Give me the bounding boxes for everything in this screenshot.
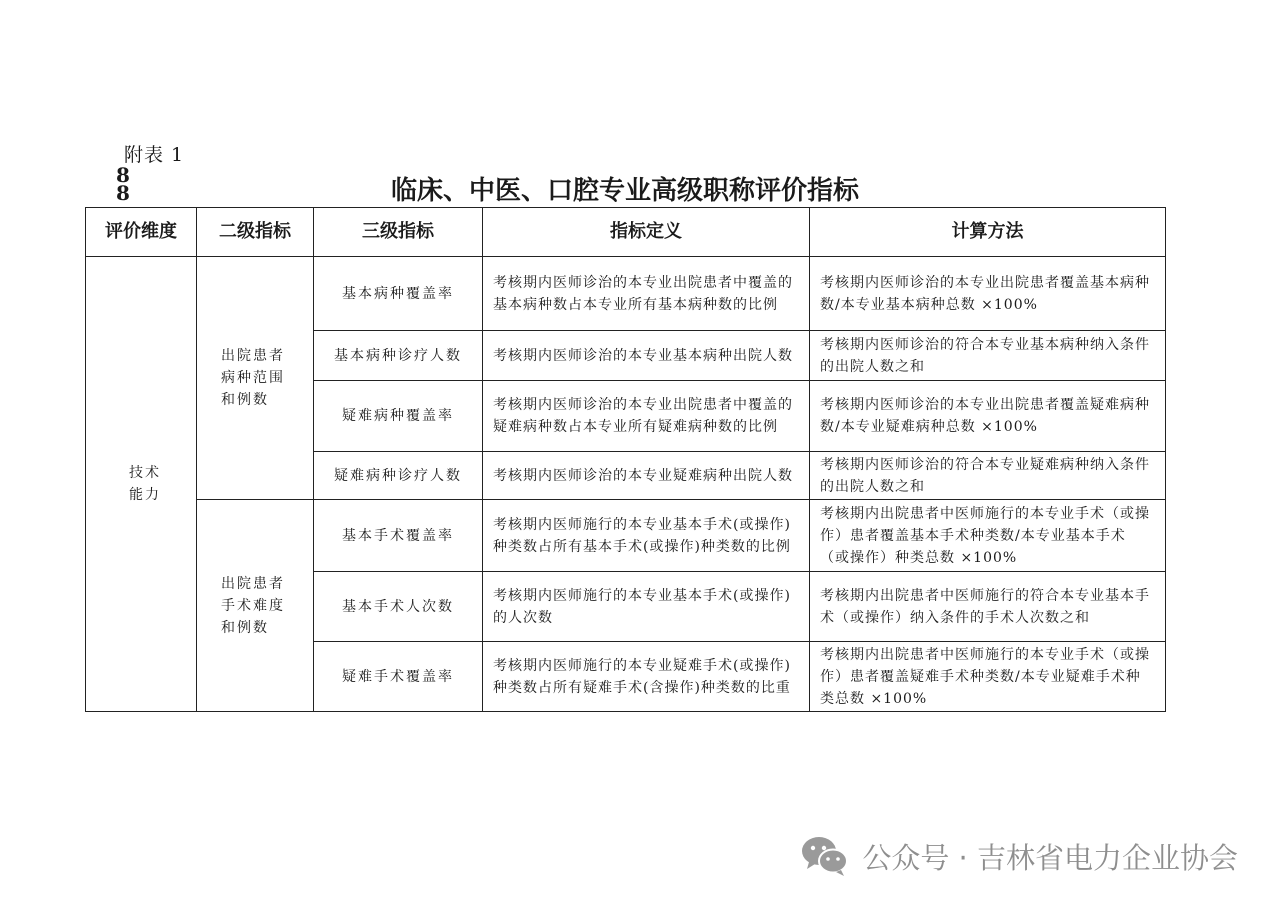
definition-cell: 考核期内医师施行的本专业基本手术(或操作)种类数占所有基本手术(或操作)种类数的比例 bbox=[483, 500, 810, 572]
indicator-cell: 疑难病种诊疗人数 bbox=[314, 452, 483, 500]
indicator-cell: 基本病种覆盖率 bbox=[314, 257, 483, 331]
method-cell: 考核期内医师诊治的符合本专业基本病种纳入条件的出院人数之和 bbox=[810, 331, 1166, 381]
indicator-cell: 疑难手术覆盖率 bbox=[314, 642, 483, 712]
definition-cell: 考核期内医师施行的本专业基本手术(或操作)的人次数 bbox=[483, 572, 810, 642]
header-dimension: 评价维度 bbox=[86, 208, 197, 257]
table-row bbox=[86, 500, 1166, 572]
definition-cell: 考核期内医师诊治的本专业出院患者中覆盖的基本病种数占本专业所有基本病种数的比例 bbox=[483, 257, 810, 331]
indicator-cell: 疑难病种覆盖率 bbox=[314, 381, 483, 452]
dimension-cell: 技术 能力 bbox=[86, 257, 197, 712]
method-cell: 考核期内医师诊治的本专业出院患者覆盖基本病种数/本专业基本病种总数 ×100% bbox=[810, 257, 1166, 331]
method-cell: 考核期内医师诊治的本专业出院患者覆盖疑难病种数/本专业疑难病种总数 ×100% bbox=[810, 381, 1166, 452]
table-row bbox=[86, 257, 1166, 331]
header-method: 计算方法 bbox=[810, 208, 1166, 257]
method-cell: 考核期内出院患者中医师施行的符合本专业基本手术（或操作）纳入条件的手术人次数之和 bbox=[810, 572, 1166, 642]
group-label-cell: 出院患者 手术难度 和例数 bbox=[197, 500, 314, 712]
wechat-icon bbox=[800, 834, 850, 878]
definition-cell: 考核期内医师诊治的本专业出院患者中覆盖的疑难病种数占本专业所有疑难病种数的比例 bbox=[483, 381, 810, 452]
group-label-cell: 出院患者 病种范围 和例数 bbox=[197, 257, 314, 500]
watermark-text: 公众号 · 吉林省电力企业协会 bbox=[862, 840, 1238, 875]
appendix-label: 附表 1 bbox=[124, 144, 185, 166]
indicator-cell: 基本病种诊疗人数 bbox=[314, 331, 483, 381]
definition-cell: 考核期内医师诊治的本专业基本病种出院人数 bbox=[483, 331, 810, 381]
method-cell: 考核期内出院患者中医师施行的本专业手术（或操作）患者覆盖基本手术种类数/本专业基本手术（或操作）种类总数 ×100% bbox=[810, 500, 1166, 572]
document-title: 临床、中医、口腔专业高级职称评价指标 bbox=[390, 176, 859, 206]
table-header-row bbox=[86, 208, 1166, 257]
method-cell: 考核期内出院患者中医师施行的本专业手术（或操作）患者覆盖疑难手术种类数/本专业疑难手术种类总数 ×100% bbox=[810, 642, 1166, 712]
evaluation-table bbox=[85, 207, 1166, 712]
watermark bbox=[800, 834, 1238, 878]
method-cell: 考核期内医师诊治的符合本专业疑难病种纳入条件的出院人数之和 bbox=[810, 452, 1166, 500]
definition-cell: 考核期内医师诊治的本专业疑难病种出院人数 bbox=[483, 452, 810, 500]
header-level3: 三级指标 bbox=[314, 208, 483, 257]
indicator-cell: 基本手术人次数 bbox=[314, 572, 483, 642]
header-definition: 指标定义 bbox=[483, 208, 810, 257]
page-mark: 8 8 bbox=[116, 163, 130, 205]
definition-cell: 考核期内医师施行的本专业疑难手术(或操作)种类数占所有疑难手术(含操作)种类数的比重 bbox=[483, 642, 810, 712]
indicator-cell: 基本手术覆盖率 bbox=[314, 500, 483, 572]
header-level2: 二级指标 bbox=[197, 208, 314, 257]
